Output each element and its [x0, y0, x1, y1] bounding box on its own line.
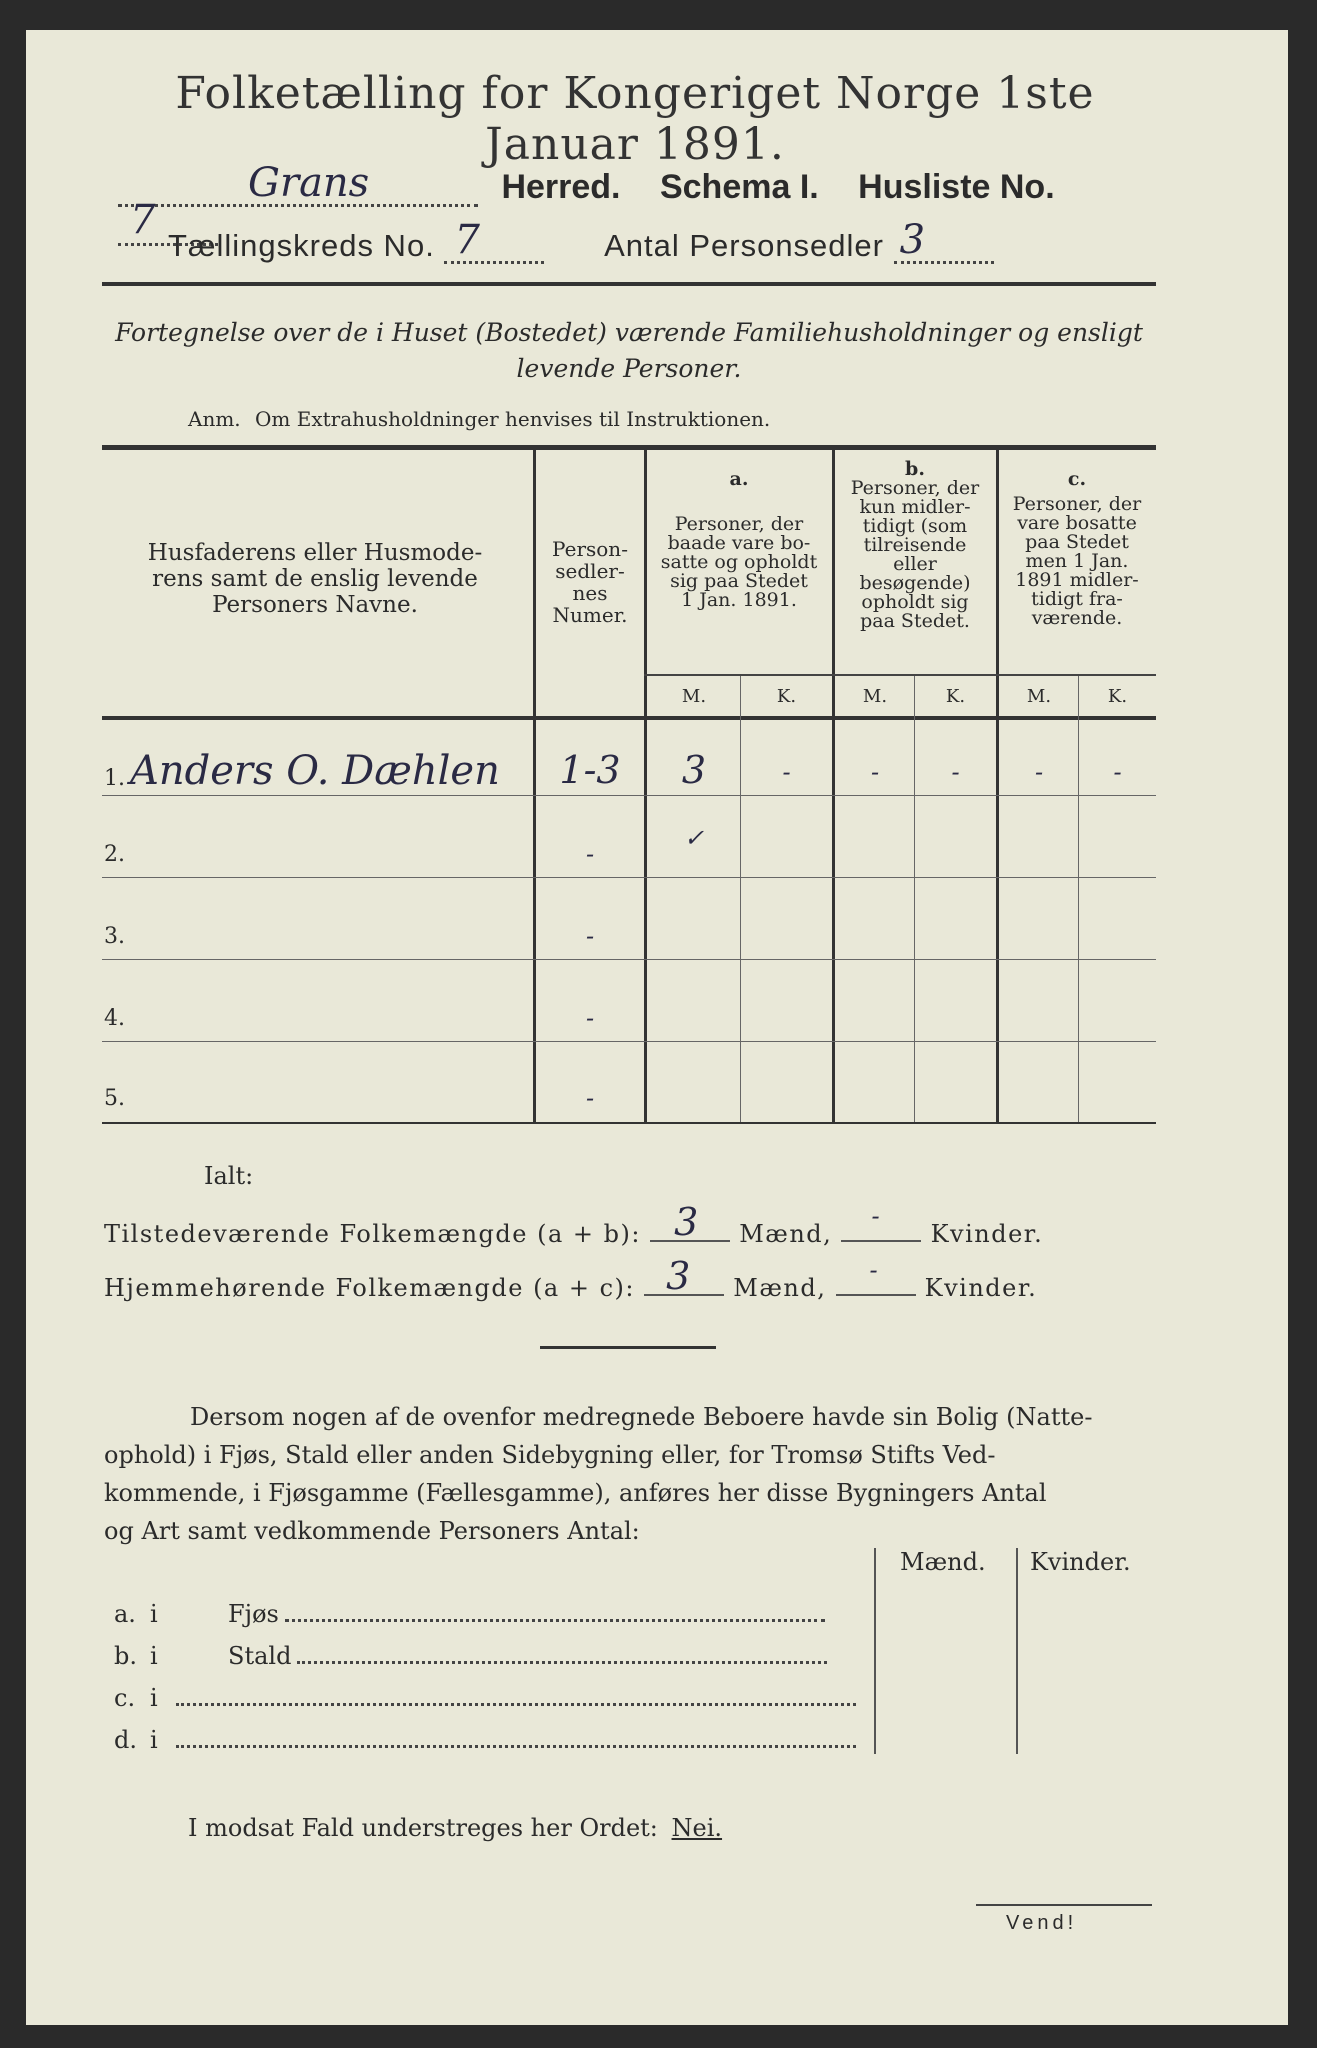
herred-value: Grans [248, 160, 370, 206]
antal-field [894, 217, 994, 264]
building-row-dots [176, 1689, 856, 1706]
count-cell-cM: - [1034, 758, 1044, 786]
buildings-head-maend: Mænd. [900, 1548, 986, 1576]
husliste-label: Husliste No. [858, 168, 1055, 206]
kreds-field [444, 217, 544, 264]
totals-line-1-k-field [841, 1202, 921, 1242]
antal-label: Antal Personsedler [604, 228, 884, 263]
building-row-i: i [150, 1726, 158, 1754]
nei-word: Nei. [671, 1814, 723, 1842]
mk-label: K. [945, 686, 966, 707]
totals-line-1 [104, 1200, 1164, 1248]
intro-line-1: Fortegnelse over de i Huset (Bostedet) værende Familiehusholdninger og ensligt [115, 318, 1143, 347]
building-row-dots [176, 1731, 856, 1748]
col-header-a: a. Personer, der baade vare bo- satte og opholdt sig paa Stedet 1 Jan. 1891. [660, 468, 818, 611]
building-row-letter: a. [114, 1600, 136, 1628]
mk-divider [914, 676, 915, 1122]
personsedler-number: 1-3 [559, 748, 621, 792]
row-number: 1. [104, 766, 125, 791]
ialt-label: Ialt: [204, 1162, 254, 1190]
mk-label: M. [1026, 686, 1052, 707]
building-row-i: i [150, 1642, 158, 1670]
building-row-letter: b. [114, 1642, 137, 1670]
building-row-i: i [150, 1684, 158, 1712]
row-number: 5. [104, 1086, 125, 1111]
buildings-divider [1016, 1548, 1018, 1754]
totals-line-2-k-field [836, 1256, 916, 1296]
form-title: Folketælling for Kongeriget Norge 1ste Januar 1891. [175, 68, 1095, 170]
building-row-label: Stald [228, 1642, 292, 1670]
schema-label: Schema I. [659, 168, 819, 206]
vend-rule [976, 1904, 1152, 1906]
col-divider [832, 450, 835, 1122]
building-row-i: i [150, 1600, 158, 1628]
count-cell-bK: - [951, 758, 960, 786]
anm-text: Om Extrahusholdninger henvises til Instruktionen. [255, 407, 771, 431]
col-divider [644, 450, 647, 1122]
col-header-num: Person- sedler- nes Numer. [552, 537, 628, 627]
building-row-label: Fjøs [228, 1600, 279, 1628]
personsedler-number: - [585, 1004, 595, 1032]
row-number: 4. [104, 1006, 125, 1031]
person-name: Anders O. Dæhlen [130, 748, 500, 794]
mk-divider [1078, 676, 1079, 1122]
personsedler-number: - [585, 922, 595, 950]
mk-label: K. [776, 686, 797, 707]
buildings-divider [874, 1548, 876, 1754]
kreds-line [168, 217, 1168, 264]
intro-line-2: levende Personer. [516, 354, 742, 383]
building-row [114, 1642, 874, 1670]
row-rule [102, 877, 1156, 878]
husliste-value: 7 [130, 197, 156, 243]
col-header-b: b. Personer, der kun midler- tidigt (som tilreisende eller besøgende) opholdt sig paa Stedet. [850, 458, 980, 632]
kvinder-label: Kvinder. [924, 1274, 1038, 1302]
kreds-label: Tællingskreds No. [168, 228, 435, 263]
building-row [114, 1726, 874, 1754]
table-bottom-rule [102, 1122, 1156, 1124]
section-divider [540, 1346, 716, 1349]
personsedler-number: - [585, 1084, 595, 1112]
kreds-value: 7 [454, 217, 481, 263]
building-row [114, 1684, 874, 1712]
count-cell-cK: - [1113, 758, 1122, 786]
totals-line-2-label: Hjemmehørende Folkemængde (a + c): [104, 1274, 635, 1302]
col-header-c: c. Personer, der vare bosatte paa Stedet men 1 Jan. 1891 midler- tidigt fra- værende. [1012, 468, 1142, 629]
count-cell-aK: - [782, 758, 791, 786]
mk-rule [644, 674, 1156, 676]
building-row [114, 1600, 874, 1628]
anm-label: Anm. [188, 407, 241, 431]
header-rule [102, 282, 1156, 286]
totals-line-2-m-field [644, 1254, 724, 1298]
maend-label: Mænd, [733, 1274, 827, 1302]
count-cell-bM: - [870, 758, 880, 786]
col-divider [533, 450, 536, 1122]
anm-note [188, 407, 770, 431]
herred-field [118, 160, 478, 207]
building-row-letter: d. [114, 1726, 137, 1754]
kvinder-label: Kvinder. [930, 1220, 1044, 1248]
row-rule [102, 959, 1156, 960]
buildings-paragraph: Dersom nogen af de ovenfor medregnede Beboere havde sin Bolig (Natte- ophold) i Fjøs, Stald eller anden Sidebygning eller, for Tromsø Stifts Ved- kommende, i Fjøsgamme (Fællesgamme), anføres her disse Bygningers Antal og Art samt vedkommende Personers Antal: [104, 1403, 1093, 1545]
mk-label: K. [1107, 686, 1128, 707]
count-cell-aM: ✓ [683, 824, 705, 852]
row-rule [102, 795, 1156, 796]
totals-line-2 [104, 1254, 1164, 1302]
totals-line-2-k: - [869, 1256, 880, 1284]
maend-label: Mænd, [739, 1220, 833, 1248]
mk-divider [740, 676, 741, 1122]
totals-line-1-m-field [650, 1200, 730, 1244]
col-divider [996, 450, 999, 1122]
row-rule [102, 1041, 1156, 1042]
totals-line-2-m: 3 [666, 1254, 692, 1298]
totals-line-1-m: 3 [674, 1200, 700, 1244]
building-row-dots [285, 1605, 825, 1622]
totals-line-1-label: Tilstedeværende Folkemængde (a + b): [104, 1220, 641, 1248]
footer-text: I modsat Fald understreges her Ordet: Nei. [188, 1814, 723, 1842]
antal-value: 3 [899, 217, 927, 263]
building-row-letter: c. [114, 1684, 136, 1712]
totals-line-1-k: - [871, 1202, 882, 1230]
building-row-dots [297, 1647, 827, 1664]
mk-label: M. [681, 686, 707, 707]
herred-label: Herred. [501, 168, 621, 206]
row-number: 3. [104, 924, 125, 949]
col-header-name: Husfaderens eller Husmode- rens samt de enslig levende Personers Navne. [147, 540, 483, 618]
mk-label: M. [862, 686, 888, 707]
personsedler-number: - [585, 840, 595, 868]
vend-text: Vend! [1006, 1912, 1078, 1934]
row-number: 2. [104, 842, 125, 867]
buildings-head-kvinder: Kvinder. [1030, 1548, 1131, 1576]
count-cell-aM: 3 [681, 748, 707, 792]
